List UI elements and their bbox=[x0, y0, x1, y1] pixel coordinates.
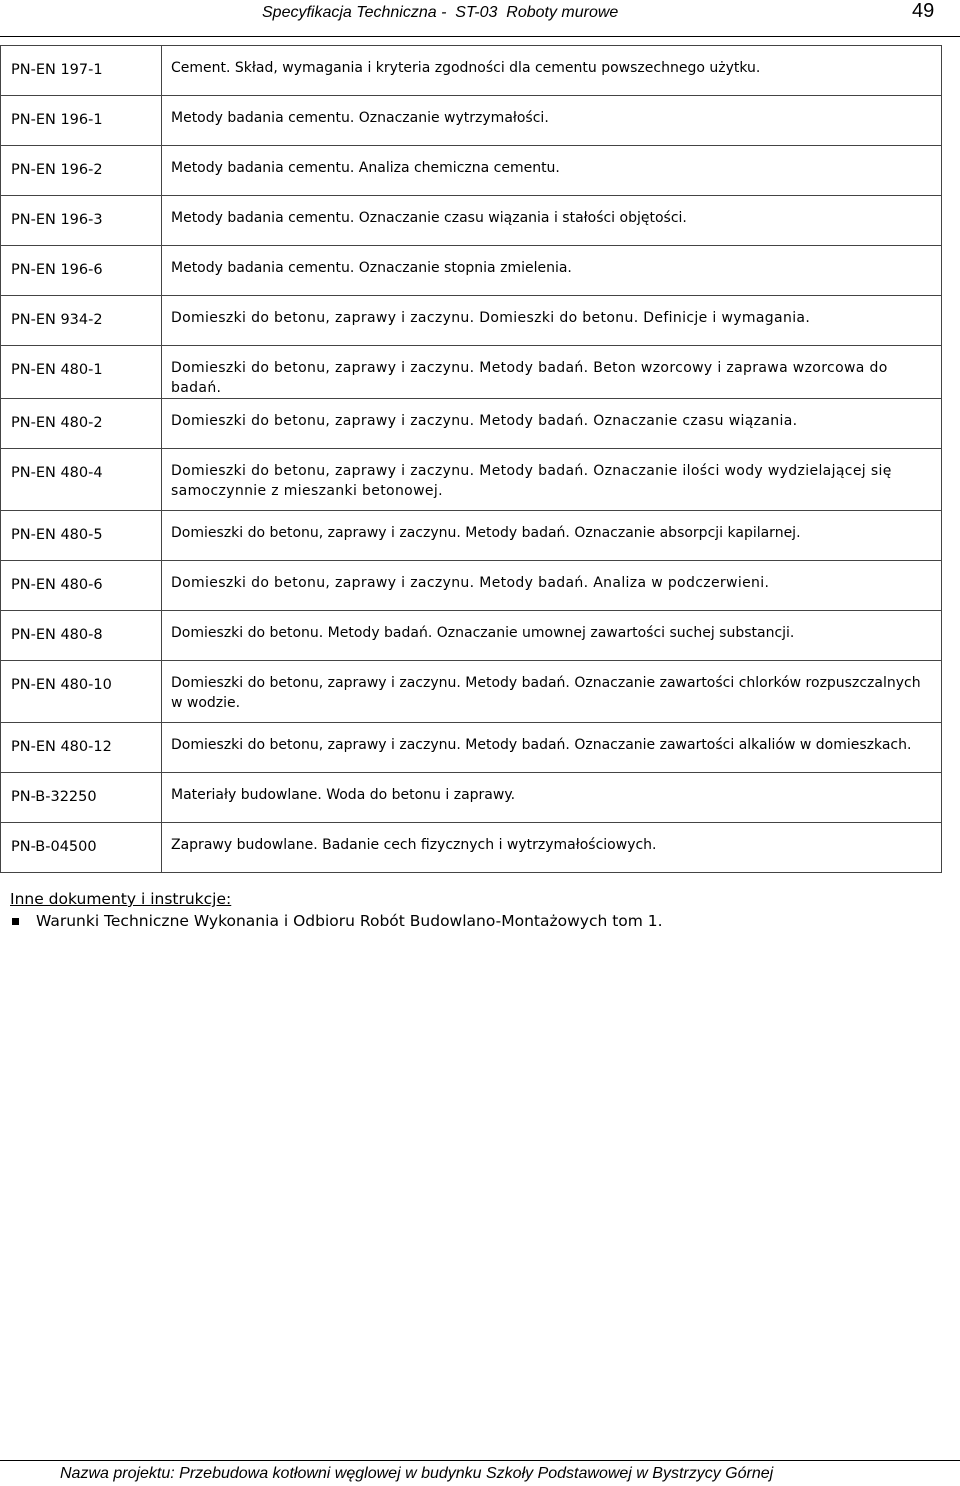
norm-description: Domieszki do betonu, zaprawy i zaczynu. Metody badań. Oznaczanie absorpcji kapilarnej. bbox=[162, 511, 942, 561]
other-documents-item-text: Warunki Techniczne Wykonania i Odbioru Robót Budowlano-Montażowych tom 1. bbox=[36, 912, 663, 930]
table-row bbox=[1, 449, 942, 511]
norm-code: PN-EN 480-1 bbox=[1, 346, 162, 399]
norm-description: Metody badania cementu. Oznaczanie czasu wiązania i stałości objętości. bbox=[162, 196, 942, 246]
norm-description: Cement. Skład, wymagania i kryteria zgodności dla cementu powszechnego użytku. bbox=[162, 46, 942, 96]
norm-code: PN-EN 480-4 bbox=[1, 449, 162, 511]
table-row bbox=[1, 399, 942, 449]
norm-code: PN-EN 480-6 bbox=[1, 561, 162, 611]
norm-description: Metody badania cementu. Oznaczanie stopnia zmielenia. bbox=[162, 246, 942, 296]
norm-code: PN-EN 196-2 bbox=[1, 146, 162, 196]
norm-description: Domieszki do betonu, zaprawy i zaczynu. Metody badań. Oznaczanie ilości wody wydzielającej się samoczynnie z mieszanki betonowej. bbox=[162, 449, 942, 511]
norm-code: PN-EN 480-2 bbox=[1, 399, 162, 449]
table-row bbox=[1, 561, 942, 611]
other-documents-heading: Inne dokumenty i instrukcje: bbox=[10, 890, 232, 908]
table-row bbox=[1, 46, 942, 96]
norm-code: PN-EN 480-12 bbox=[1, 723, 162, 773]
norm-description: Metody badania cementu. Analiza chemiczna cementu. bbox=[162, 146, 942, 196]
norm-code: PN-EN 480-8 bbox=[1, 611, 162, 661]
other-documents-item bbox=[10, 912, 663, 930]
norm-description: Materiały budowlane. Woda do betonu i zaprawy. bbox=[162, 773, 942, 823]
norms-table-body bbox=[1, 46, 942, 873]
norms-table bbox=[0, 45, 942, 873]
table-row bbox=[1, 246, 942, 296]
table-row bbox=[1, 146, 942, 196]
project-name: Nazwa projektu: Przebudowa kotłowni węglowej w budynku Szkoły Podstawowej w Bystrzycy Górnej bbox=[60, 1465, 774, 1482]
norm-code: PN-EN 196-1 bbox=[1, 96, 162, 146]
page-header bbox=[0, 0, 960, 37]
table-row bbox=[1, 773, 942, 823]
table-row bbox=[1, 661, 942, 723]
norm-description: Zaprawy budowlane. Badanie cech fizycznych i wytrzymałościowych. bbox=[162, 823, 942, 873]
norm-code: PN-B-04500 bbox=[1, 823, 162, 873]
table-row bbox=[1, 296, 942, 346]
norm-code: PN-EN 196-3 bbox=[1, 196, 162, 246]
bullet-icon bbox=[12, 918, 19, 925]
norm-code: PN-EN 196-6 bbox=[1, 246, 162, 296]
norm-code: PN-EN 480-10 bbox=[1, 661, 162, 723]
document-title: Specyfikacja Techniczna - ST-03 Roboty murowe bbox=[262, 4, 619, 21]
page-footer bbox=[0, 1460, 960, 1482]
norm-description: Domieszki do betonu, zaprawy i zaczynu. Metody badań. Analiza w podczerwieni. bbox=[162, 561, 942, 611]
table-row bbox=[1, 196, 942, 246]
table-row bbox=[1, 611, 942, 661]
norm-description: Domieszki do betonu, zaprawy i zaczynu. Metody badań. Beton wzorcowy i zaprawa wzorcowa do badań. bbox=[162, 346, 942, 399]
other-documents-section bbox=[10, 890, 663, 930]
table-row bbox=[1, 96, 942, 146]
norm-code: PN-EN 480-5 bbox=[1, 511, 162, 561]
table-row bbox=[1, 511, 942, 561]
table-row bbox=[1, 723, 942, 773]
norm-description: Domieszki do betonu, zaprawy i zaczynu. Metody badań. Oznaczanie zawartości chlorków rozpuszczalnych w wodzie. bbox=[162, 661, 942, 723]
table-row bbox=[1, 823, 942, 873]
norm-description: Metody badania cementu. Oznaczanie wytrzymałości. bbox=[162, 96, 942, 146]
norm-description: Domieszki do betonu, zaprawy i zaczynu. Metody badań. Oznaczanie zawartości alkaliów w domieszkach. bbox=[162, 723, 942, 773]
norm-code: PN-EN 197-1 bbox=[1, 46, 162, 96]
norm-description: Domieszki do betonu, zaprawy i zaczynu. Domieszki do betonu. Definicje i wymagania. bbox=[162, 296, 942, 346]
page-number: 49 bbox=[912, 0, 935, 22]
norm-code: PN-EN 934-2 bbox=[1, 296, 162, 346]
norm-description: Domieszki do betonu. Metody badań. Oznaczanie umownej zawartości suchej substancji. bbox=[162, 611, 942, 661]
norm-code: PN-B-32250 bbox=[1, 773, 162, 823]
table-row bbox=[1, 346, 942, 399]
norm-description: Domieszki do betonu, zaprawy i zaczynu. Metody badań. Oznaczanie czasu wiązania. bbox=[162, 399, 942, 449]
